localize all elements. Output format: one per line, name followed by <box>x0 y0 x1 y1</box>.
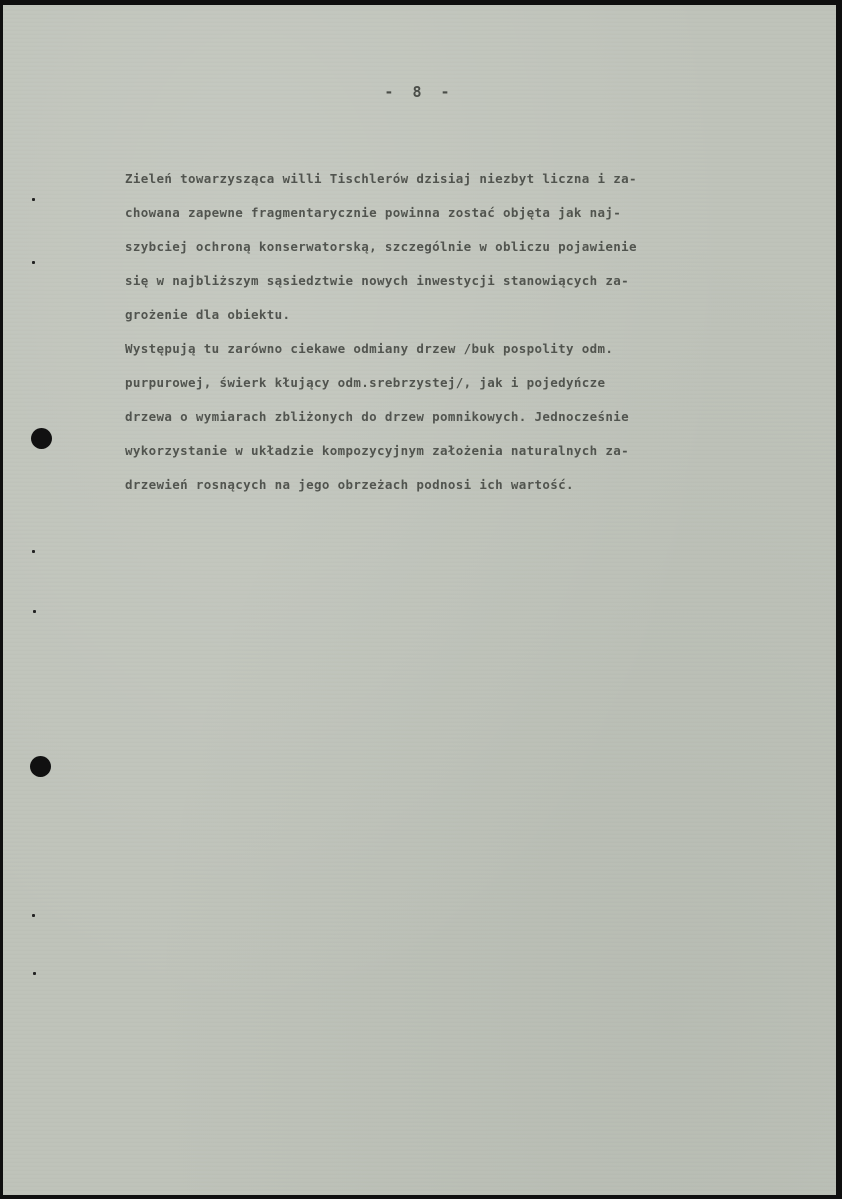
text-line: grożenie dla obiektu. <box>125 307 291 322</box>
margin-mark <box>32 261 35 264</box>
margin-mark <box>32 198 35 201</box>
text-line: szybciej ochroną konserwatorską, szczególnie w obliczu pojawienie <box>125 239 637 254</box>
margin-mark <box>32 914 35 917</box>
punch-hole <box>30 756 51 777</box>
text-line: chowana zapewne fragmentarycznie powinna zostać objęta jak naj- <box>125 205 622 220</box>
page-number: - 8 - <box>384 83 455 101</box>
margin-mark <box>32 550 35 553</box>
text-line: wykorzystanie w układzie kompozycyjnym założenia naturalnych za- <box>125 443 630 458</box>
text-line: purpurowej, świerk kłujący odm.srebrzystej/, jak i pojedyńcze <box>125 375 606 390</box>
text-line: drzewa o wymiarach zbliżonych do drzew pomnikowych. Jednocześnie <box>125 409 630 424</box>
text-line: Zieleń towarzysząca willi Tischlerów dzisiaj niezbyt liczna i za- <box>125 171 637 186</box>
text-line: drzewień rosnących na jego obrzeżach podnosi ich wartość. <box>125 477 574 492</box>
text-line: Występują tu zarówno ciekawe odmiany drzew /buk pospolity odm. <box>125 341 614 356</box>
margin-mark <box>33 610 36 613</box>
margin-mark <box>33 972 36 975</box>
text-line: się w najbliższym sąsiedztwie nowych inwestycji stanowiących za- <box>125 273 630 288</box>
punch-hole <box>31 428 52 449</box>
document-page <box>3 5 836 1195</box>
